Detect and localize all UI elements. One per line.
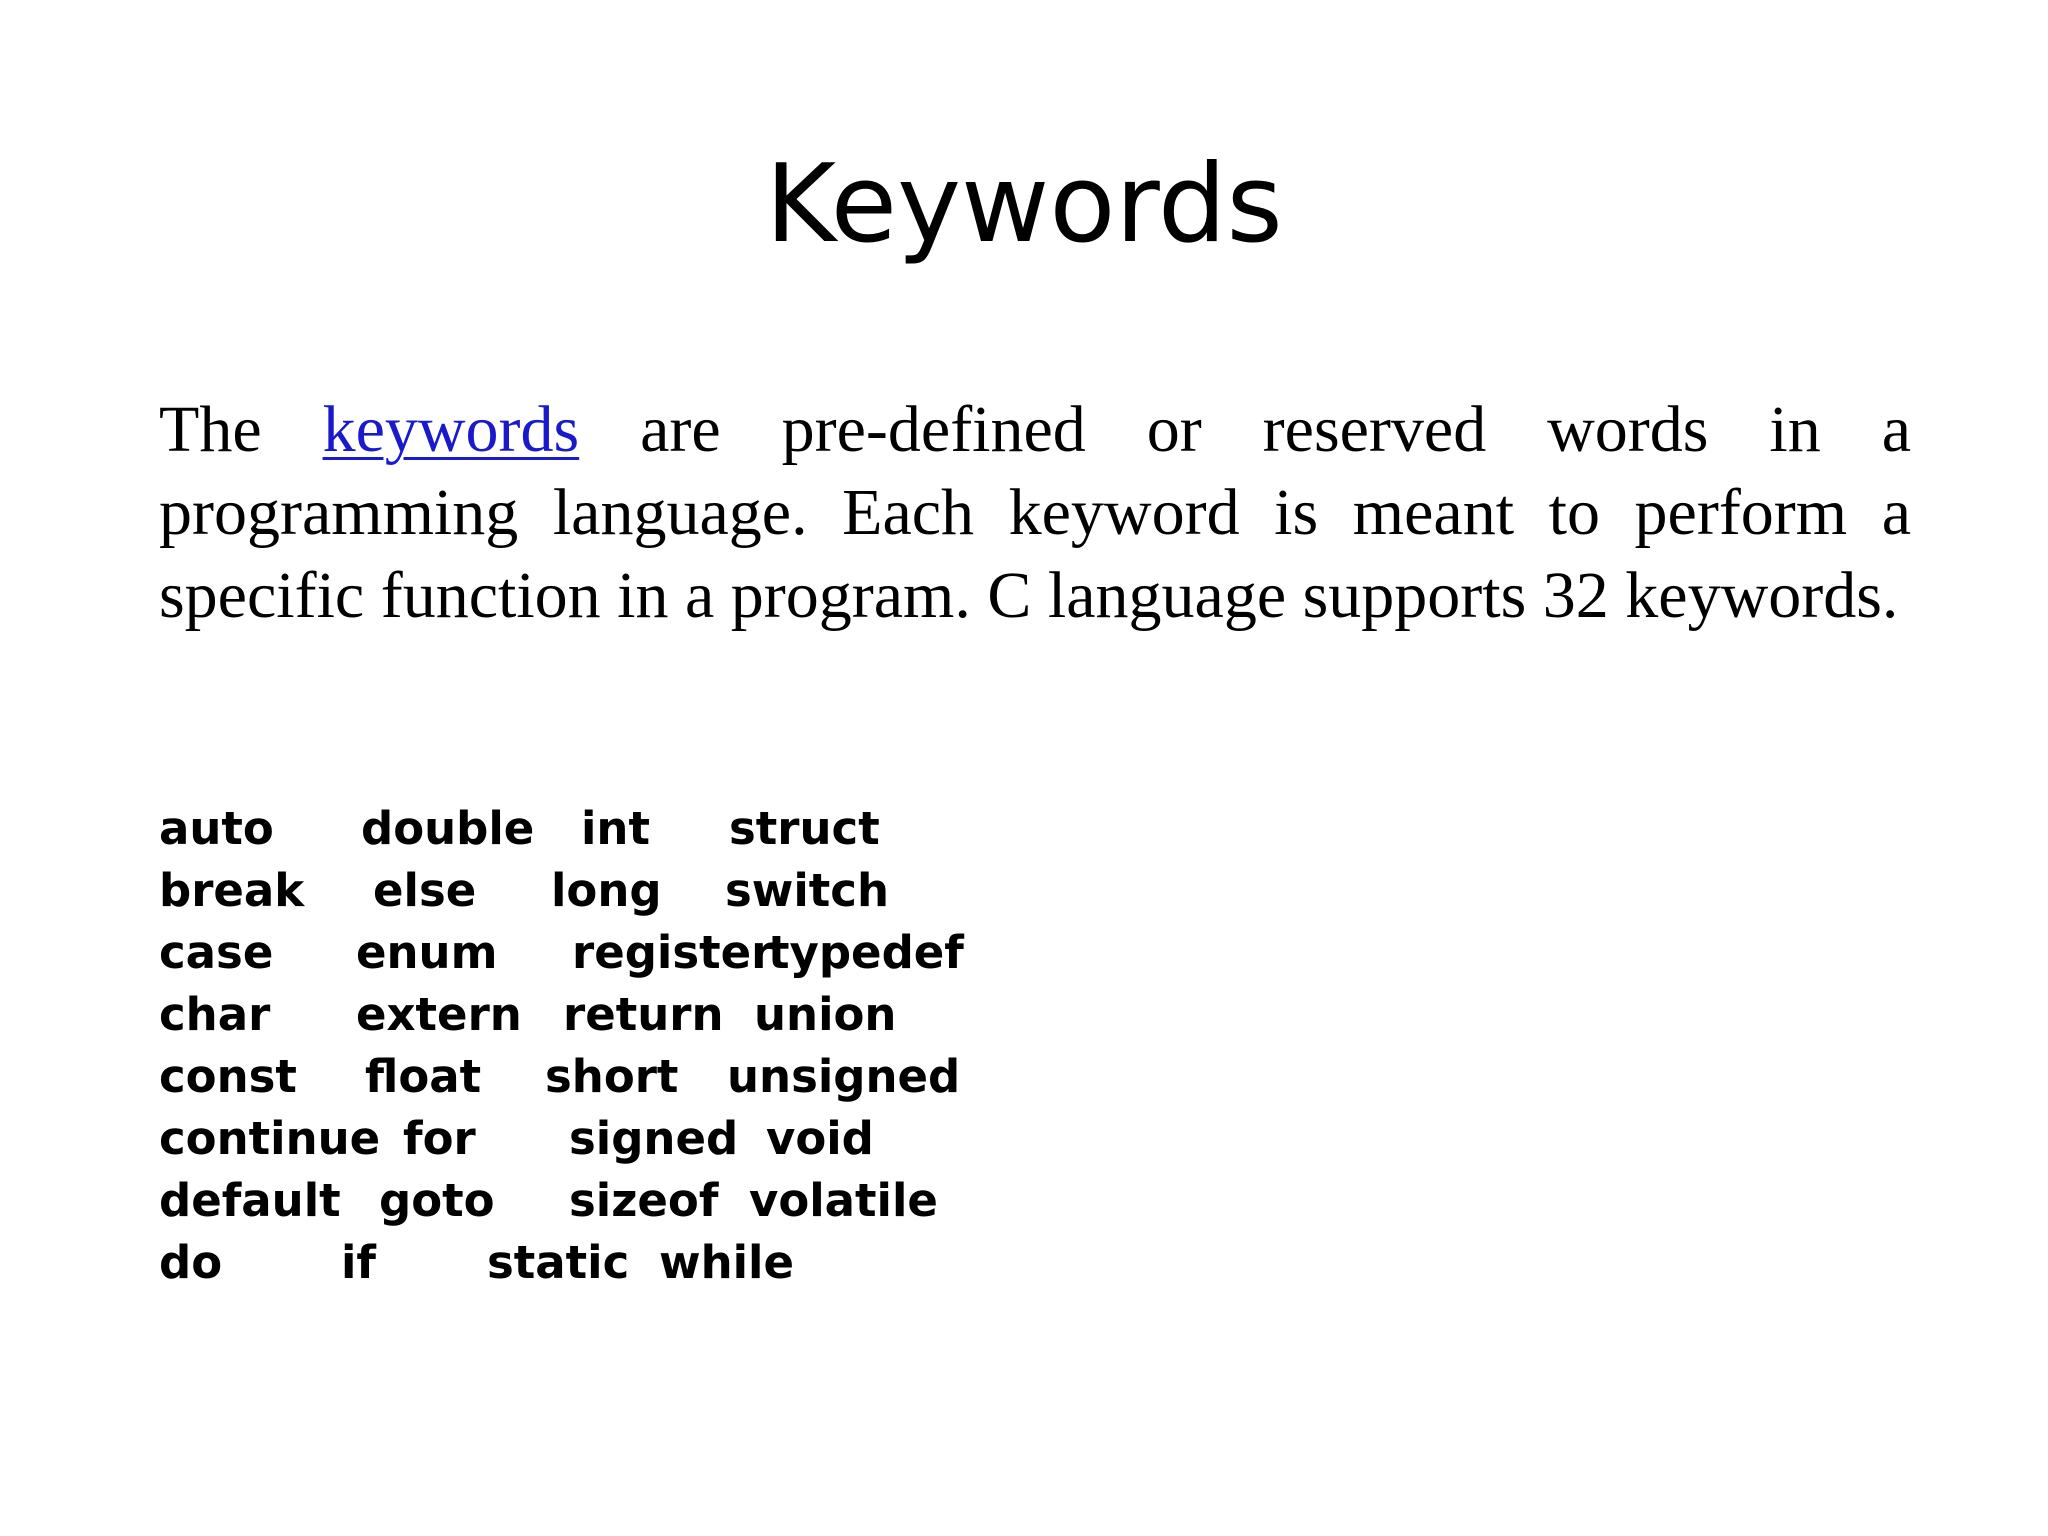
description-paragraph <box>159 388 1911 637</box>
keyword: for <box>403 1112 476 1165</box>
keyword-row <box>159 798 1059 860</box>
keyword: short <box>545 1050 679 1103</box>
keyword: return <box>563 988 724 1041</box>
keyword: goto <box>379 1174 495 1227</box>
keyword-row <box>159 1170 1059 1232</box>
keyword: volatile <box>749 1174 938 1227</box>
keyword-row <box>159 860 1059 922</box>
keyword: continue <box>159 1112 381 1165</box>
keyword-row <box>159 922 1059 984</box>
keyword: while <box>659 1236 794 1289</box>
keyword: default <box>159 1174 341 1227</box>
keyword: sizeof <box>569 1174 719 1227</box>
keyword: if <box>341 1236 377 1289</box>
keyword: void <box>766 1112 874 1165</box>
keyword: float <box>365 1050 482 1103</box>
keyword: else <box>373 864 477 917</box>
keyword: case <box>159 926 274 979</box>
keyword: const <box>159 1050 297 1103</box>
keywords-table <box>159 798 1059 1294</box>
keyword: static <box>487 1236 630 1289</box>
slide-title: Keywords <box>765 142 1283 267</box>
keyword: extern <box>356 988 522 1041</box>
keyword: double <box>361 802 535 855</box>
keyword: break <box>159 864 305 917</box>
keyword: typedef <box>768 926 964 979</box>
keyword: do <box>159 1236 223 1289</box>
paragraph-start: The <box>159 393 323 466</box>
keyword: long <box>551 864 662 917</box>
keyword: struct <box>729 802 880 855</box>
keyword-row <box>159 1108 1059 1170</box>
paragraph-rest: are pre-defined or reserved words in a programming language. Each keyword is meant to perform a specific function in a program. C language supports 32 keywords. <box>159 393 1911 632</box>
keyword-row <box>159 1046 1059 1108</box>
keyword: int <box>581 802 650 855</box>
keywords-link[interactable]: keywords <box>322 393 580 466</box>
keyword: register <box>572 926 774 979</box>
keyword: char <box>159 988 271 1041</box>
keyword: switch <box>725 864 890 917</box>
keyword: signed <box>569 1112 739 1165</box>
keyword: unsigned <box>727 1050 961 1103</box>
keyword: union <box>754 988 897 1041</box>
keyword: enum <box>356 926 498 979</box>
keyword-row <box>159 1232 1059 1294</box>
keyword: auto <box>159 802 274 855</box>
keyword-row <box>159 984 1059 1046</box>
